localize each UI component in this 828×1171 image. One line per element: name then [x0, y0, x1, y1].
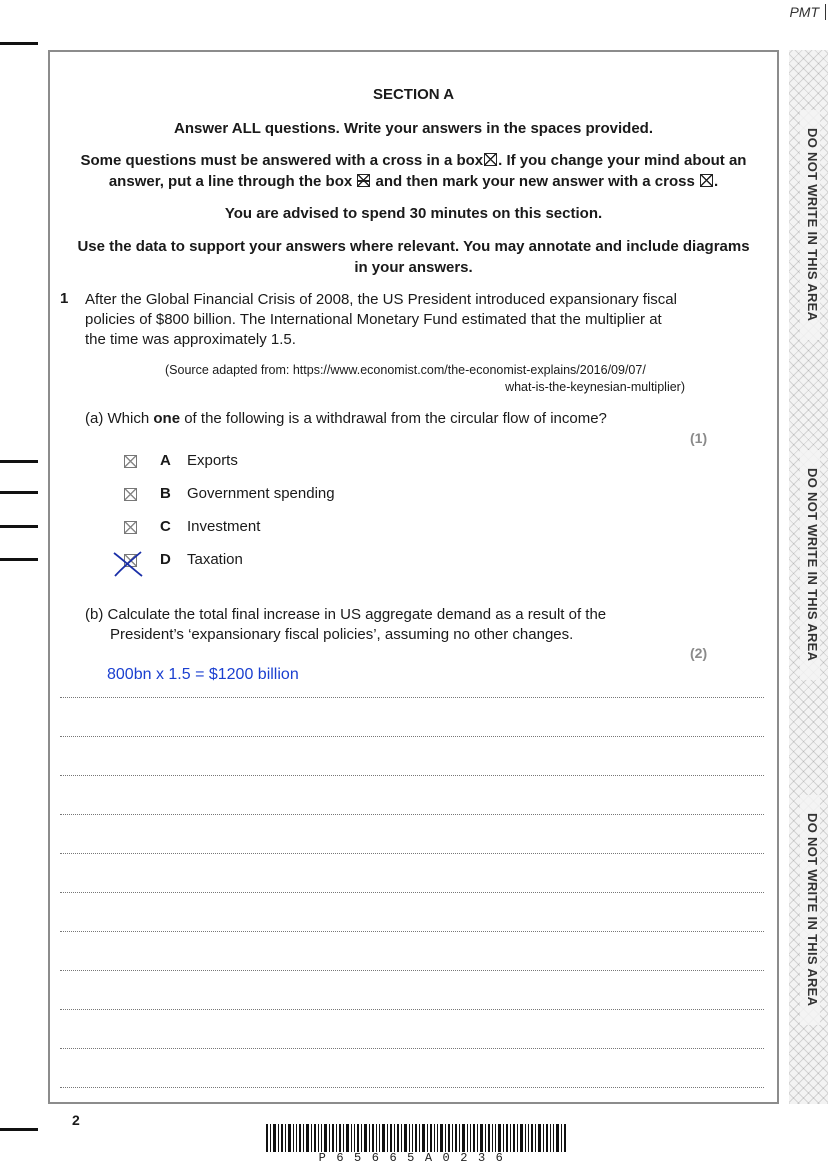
- instruction-cross: [50, 150, 777, 192]
- instruction-data: [50, 236, 777, 278]
- margin-tick: [0, 42, 38, 45]
- option-text: Exports: [187, 452, 238, 469]
- margin-tick: [0, 558, 38, 561]
- answer-line[interactable]: [60, 775, 764, 776]
- source-line-1: (Source adapted from: https://www.economist.com/the-economist-explains/2016/09/07/: [165, 363, 646, 377]
- answer-line[interactable]: [60, 814, 764, 815]
- instruction-answer-all: Answer ALL questions. Write your answers in the spaces provided.: [173, 120, 653, 137]
- part-a-text: of the following is a withdrawal from the circular flow of income?: [184, 410, 607, 427]
- source-line-2: what-is-the-keynesian-multiplier): [505, 380, 685, 394]
- instruction-data-line2: in your answers.: [354, 259, 473, 276]
- option-checkbox[interactable]: [124, 455, 137, 468]
- option-letter: C: [160, 518, 171, 535]
- part-a-text: Which: [107, 410, 150, 427]
- question-number: 1: [60, 290, 69, 307]
- answer-line[interactable]: [60, 970, 764, 971]
- option-letter: D: [160, 551, 171, 568]
- option-checkbox[interactable]: [124, 488, 137, 501]
- instruction-cross-text: .: [713, 173, 719, 190]
- part-a-marks: (1): [690, 430, 708, 446]
- answer-line[interactable]: [60, 736, 764, 737]
- part-a-emphasis: one: [153, 410, 181, 427]
- section-title: SECTION A: [372, 86, 455, 103]
- source-citation: [140, 362, 685, 396]
- margin-tick: [0, 525, 38, 528]
- margin-tick: [0, 460, 38, 463]
- option-text: Investment: [187, 518, 261, 535]
- part-a-question: [85, 409, 655, 429]
- part-b-marks: (2): [690, 645, 708, 661]
- option-letter: A: [160, 452, 171, 469]
- part-a-label: (a): [85, 410, 104, 427]
- handwritten-cross-mark: [112, 550, 144, 578]
- answer-line[interactable]: [60, 1087, 764, 1088]
- struck-box-icon: [357, 174, 370, 187]
- question-text: After the Global Financial Crisis of 2008, the US President introduced expansionary fiscal policies of $800 billion. The International Monetary Fund estimated that the multiplier at the time was approximately 1.5.: [85, 291, 677, 348]
- margin-warning-3: DO NOT WRITE IN THIS AREA: [800, 795, 820, 1025]
- page-number: 2: [72, 1112, 80, 1128]
- instruction-time: You are advised to spend 30 minutes on this section.: [224, 205, 603, 222]
- crossed-box-icon: [700, 174, 713, 187]
- instruction-cross-text: . If you change your mind about an: [498, 152, 747, 169]
- part-b-text-line1: Calculate the total final increase in US aggregate demand as a result of the: [107, 606, 607, 623]
- margin-warning-1: DO NOT WRITE IN THIS AREA: [800, 110, 820, 340]
- answer-line[interactable]: [60, 892, 764, 893]
- answer-line[interactable]: [60, 1009, 764, 1010]
- part-b-question: [85, 605, 655, 645]
- answer-line[interactable]: [60, 853, 764, 854]
- instruction-cross-text: and then mark your new answer with a cross: [375, 173, 695, 190]
- answer-line[interactable]: [60, 697, 764, 698]
- part-b-label: (b): [85, 606, 104, 623]
- instruction-cross-text: Some questions must be answered with a cross in a box: [80, 152, 484, 169]
- option-checkbox[interactable]: [124, 521, 137, 534]
- barcode-text: P65665A0236: [318, 1151, 514, 1165]
- crossed-box-icon: [484, 153, 497, 166]
- answer-line[interactable]: [60, 1048, 764, 1049]
- option-text: Taxation: [187, 551, 243, 568]
- option-text: Government spending: [187, 485, 335, 502]
- instruction-data-line1: Use the data to support your answers where relevant. You may annotate and include diagrams: [77, 238, 750, 255]
- corner-label: PMT: [789, 4, 826, 20]
- margin-tick: [0, 1128, 38, 1131]
- option-letter: B: [160, 485, 171, 502]
- instruction-cross-text: answer, put a line through the box: [108, 173, 353, 190]
- handwritten-answer[interactable]: 800bn x 1.5 = $1200 billion: [107, 666, 299, 683]
- margin-tick: [0, 491, 38, 494]
- answer-line[interactable]: [60, 931, 764, 932]
- margin-warning-2: DO NOT WRITE IN THIS AREA: [800, 450, 820, 680]
- barcode-graphic: [266, 1124, 566, 1152]
- part-b-text-line2: President’s ‘expansionary fiscal policies’, assuming no other changes.: [110, 626, 574, 643]
